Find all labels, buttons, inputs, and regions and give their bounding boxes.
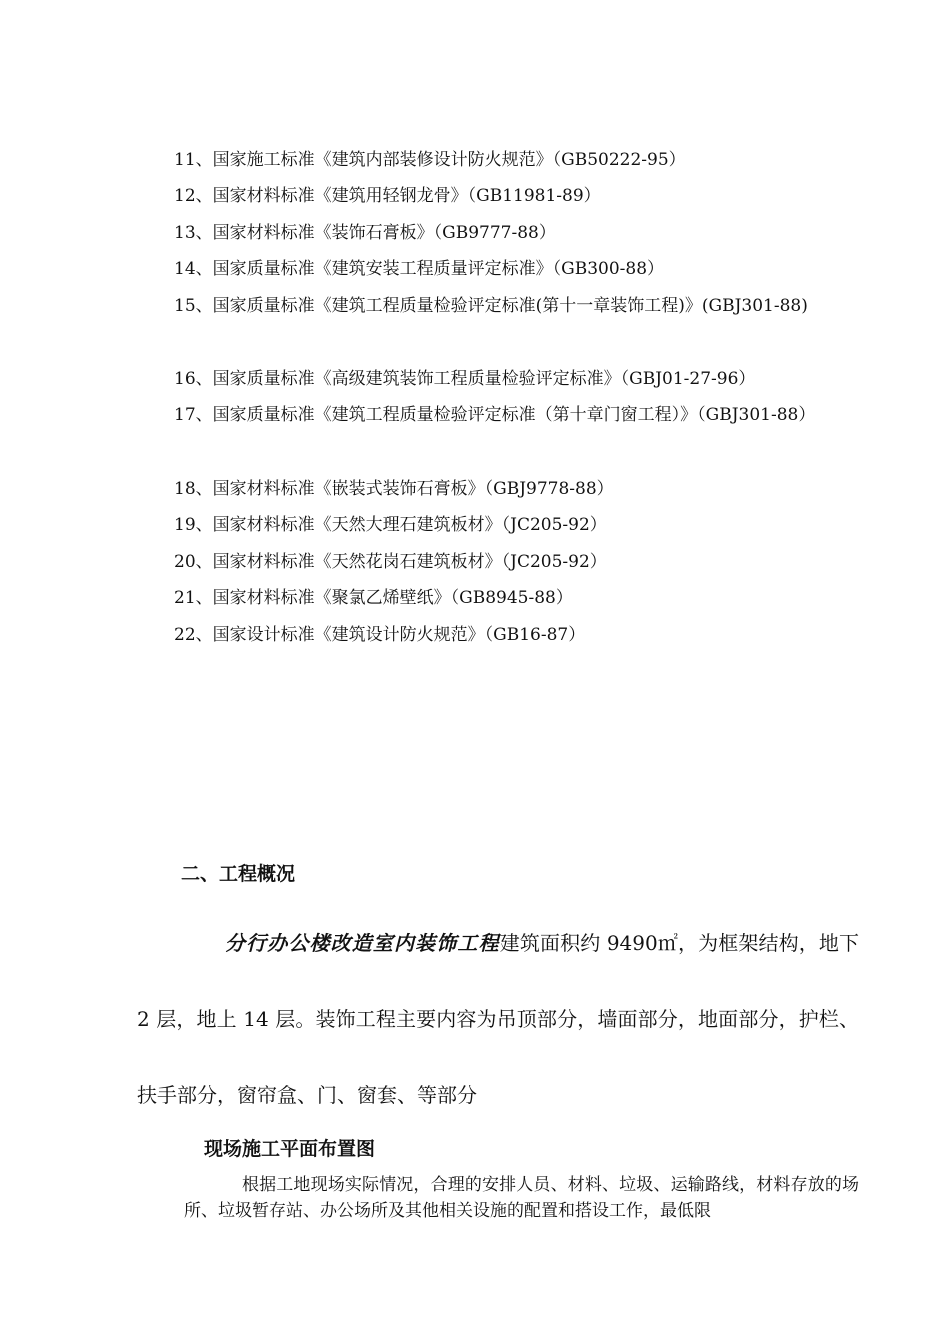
standard-item: 14、国家质量标准《建筑安装工程质量评定标准》（GB300-88） <box>174 259 665 279</box>
standard-item: 18、国家材料标准《嵌装式装饰石膏板》（GBJ9778-88） <box>174 479 614 499</box>
standard-item: 11、国家施工标准《建筑内部装修设计防火规范》（GB50222-95） <box>174 150 686 170</box>
standard-item: 16、国家质量标准《高级建筑装饰工程质量检验评定标准》（GBJ01-27-96） <box>174 369 756 389</box>
site-layout-heading: 现场施工平面布置图 <box>204 1138 376 1160</box>
standard-item: 15、国家质量标准《建筑工程质量检验评定标准(第十一章装饰工程)》(GBJ301-88) <box>174 296 808 316</box>
standard-item: 20、国家材料标准《天然花岗石建筑板材》（JC205-92） <box>174 552 607 572</box>
standard-item: 21、国家材料标准《聚氯乙烯壁纸》（GB8945-88） <box>174 588 573 608</box>
project-overview-text: 建筑面积约 9490㎡，为框架结构，地下 2 层，地上 14 层。装饰工程主要内容为吊顶部分，墙面部分，地面部分，护栏、扶手部分，窗帘盒、门、窗套、等部分 <box>137 931 860 1107</box>
standard-item: 19、国家材料标准《天然大理石建筑板材》（JC205-92） <box>174 515 607 535</box>
project-name: 分行办公楼改造室内装饰工程 <box>225 931 500 955</box>
standard-item: 13、国家材料标准《装饰石膏板》（GB9777-88） <box>174 223 556 243</box>
section-heading: 二、工程概况 <box>181 863 296 885</box>
standard-item: 17、国家质量标准《建筑工程质量检验评定标准（第十章门窗工程）》（GBJ301-88） <box>174 405 816 425</box>
site-layout-paragraph: 根据工地现场实际情况，合理的安排人员、材料、垃圾、运输路线，材料存放的场所、垃圾暂存站、办公场所及其他相关设施的配置和搭设工作，最低限 <box>184 1175 859 1221</box>
project-overview-paragraph <box>137 905 859 1133</box>
standard-item: 12、国家材料标准《建筑用轻钢龙骨》（GB11981-89） <box>174 186 601 206</box>
standard-item: 22、国家设计标准《建筑设计防火规范》（GB16-87） <box>174 625 586 645</box>
